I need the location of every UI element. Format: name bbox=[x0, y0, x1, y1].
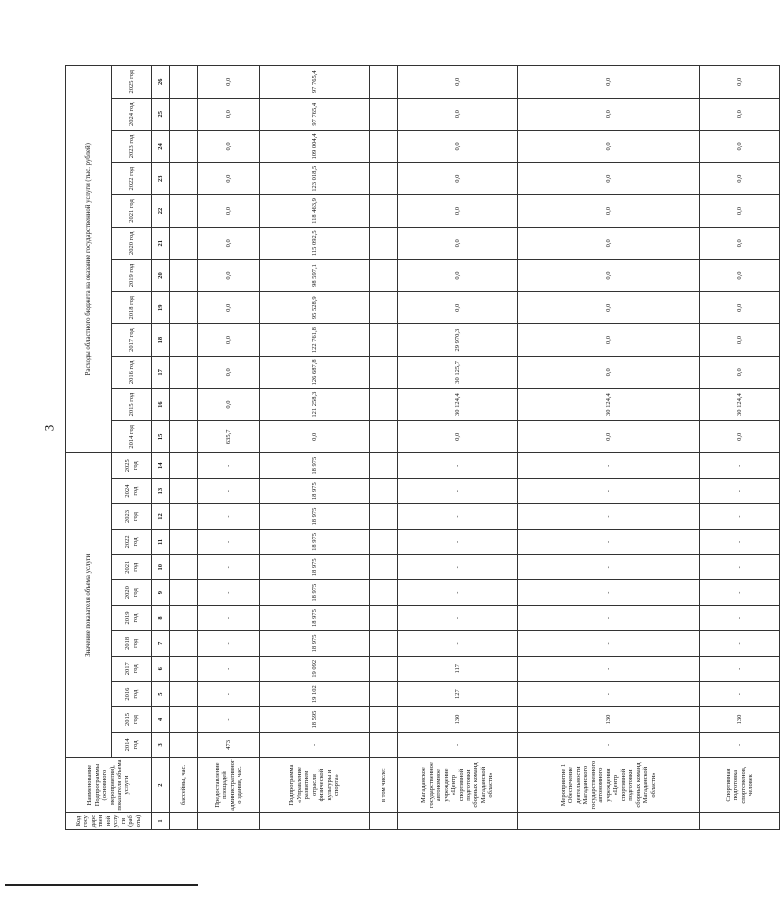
budget-cell: 30 124,4 bbox=[700, 388, 780, 420]
volume-cell: - bbox=[700, 555, 780, 580]
budget-cell: 0,0 bbox=[198, 292, 260, 324]
budget-cell bbox=[370, 227, 398, 259]
row-name: бассейны, час. bbox=[170, 758, 198, 813]
budget-cell: 635,7 bbox=[198, 421, 260, 453]
budget-cell: 0,0 bbox=[198, 356, 260, 388]
row-code bbox=[198, 813, 260, 830]
volume-cell: 127 bbox=[398, 681, 518, 706]
volume-cell: - bbox=[198, 504, 260, 529]
budget-cell: 121 258,3 bbox=[260, 388, 370, 420]
header-volume-group: Значение показателя объема услуги bbox=[66, 453, 112, 758]
volume-cell: 18 975 bbox=[260, 529, 370, 554]
header-budget-group: Расходы областного бюджета на оказание государственной услуги (тыс. рублей) bbox=[66, 66, 112, 453]
budget-cell: 0,0 bbox=[198, 388, 260, 420]
budget-cell: 0,0 bbox=[398, 163, 518, 195]
budget-cell: 98 597,1 bbox=[260, 259, 370, 291]
volume-cell: 18 975 bbox=[260, 555, 370, 580]
budget-cell bbox=[370, 66, 398, 99]
volume-cell: - bbox=[198, 681, 260, 706]
rotated-table-container bbox=[65, 65, 754, 830]
column-number: 10 bbox=[152, 555, 170, 580]
volume-year-header: 2018 год bbox=[112, 631, 152, 656]
volume-cell: - bbox=[398, 631, 518, 656]
row-code bbox=[260, 813, 370, 830]
volume-cell: - bbox=[398, 580, 518, 605]
volume-year-header: 2021 год bbox=[112, 555, 152, 580]
table-row bbox=[198, 66, 260, 830]
volume-cell: - bbox=[398, 555, 518, 580]
volume-cell: - bbox=[398, 478, 518, 503]
volume-cell: 18 975 bbox=[260, 580, 370, 605]
volume-cell: 18 975 bbox=[260, 453, 370, 478]
volume-cell: - bbox=[700, 656, 780, 681]
volume-cell: - bbox=[700, 529, 780, 554]
volume-cell: - bbox=[198, 707, 260, 732]
volume-cell: - bbox=[700, 478, 780, 503]
volume-cell: 18 975 bbox=[260, 631, 370, 656]
volume-year-header: 2023 год bbox=[112, 504, 152, 529]
row-name: Магаданское государственное автономное учреждение «Центр спортивной подготовки сборных команд Магаданской области» bbox=[398, 758, 518, 813]
budget-cell: 0,0 bbox=[700, 195, 780, 227]
column-number: 9 bbox=[152, 580, 170, 605]
budget-year-header: 2021 год bbox=[112, 195, 152, 227]
volume-cell: - bbox=[518, 529, 700, 554]
budget-cell: 0,0 bbox=[518, 356, 700, 388]
column-number: 20 bbox=[152, 259, 170, 291]
table-row bbox=[260, 66, 370, 830]
column-number: 12 bbox=[152, 504, 170, 529]
budget-cell: 118 463,9 bbox=[260, 195, 370, 227]
row-code bbox=[700, 813, 780, 830]
budget-cell: 0,0 bbox=[198, 66, 260, 99]
budget-cell bbox=[170, 163, 198, 195]
volume-cell bbox=[170, 707, 198, 732]
budget-cell bbox=[370, 259, 398, 291]
volume-cell: - bbox=[260, 732, 370, 757]
budget-cell bbox=[170, 98, 198, 130]
budget-cell: 0,0 bbox=[398, 227, 518, 259]
column-number: 25 bbox=[152, 98, 170, 130]
volume-cell: 18 975 bbox=[260, 478, 370, 503]
volume-cell: - bbox=[518, 732, 700, 757]
budget-cell: 122 761,8 bbox=[260, 324, 370, 356]
budget-cell bbox=[170, 324, 198, 356]
volume-cell: 19 102 bbox=[260, 681, 370, 706]
volume-year-header: 2015 год bbox=[112, 707, 152, 732]
budget-cell: 0,0 bbox=[700, 66, 780, 99]
budget-cell: 30 125,7 bbox=[398, 356, 518, 388]
volume-cell bbox=[370, 555, 398, 580]
budget-cell: 0,0 bbox=[398, 259, 518, 291]
budget-cell bbox=[370, 356, 398, 388]
table-row bbox=[398, 66, 518, 830]
column-number: 21 bbox=[152, 227, 170, 259]
volume-cell: 117 bbox=[398, 656, 518, 681]
budget-cell: 0,0 bbox=[198, 324, 260, 356]
budget-cell: 0,0 bbox=[518, 98, 700, 130]
budget-cell: 0,0 bbox=[518, 227, 700, 259]
budget-cell: 126 687,8 bbox=[260, 356, 370, 388]
volume-year-header: 2024 год bbox=[112, 478, 152, 503]
page-number: 3 bbox=[41, 424, 57, 432]
budget-year-header: 2020 год bbox=[112, 227, 152, 259]
budget-cell bbox=[370, 195, 398, 227]
budget-cell: 29 970,3 bbox=[398, 324, 518, 356]
budget-cell: 0,0 bbox=[518, 292, 700, 324]
budget-cell bbox=[370, 130, 398, 162]
budget-cell: 0,0 bbox=[700, 227, 780, 259]
budget-cell: 123 018,5 bbox=[260, 163, 370, 195]
budget-year-header: 2022 год bbox=[112, 163, 152, 195]
volume-cell: - bbox=[700, 580, 780, 605]
volume-year-header: 2017 год bbox=[112, 656, 152, 681]
volume-cell: 473 bbox=[198, 732, 260, 757]
column-number: 7 bbox=[152, 631, 170, 656]
volume-cell bbox=[370, 707, 398, 732]
volume-cell: - bbox=[518, 681, 700, 706]
budget-cell: 97 765,4 bbox=[260, 98, 370, 130]
table-row bbox=[370, 66, 398, 830]
column-number: 23 bbox=[152, 163, 170, 195]
budget-cell bbox=[370, 388, 398, 420]
budget-cell: 95 528,9 bbox=[260, 292, 370, 324]
budget-cell bbox=[170, 388, 198, 420]
volume-cell: - bbox=[700, 732, 780, 757]
volume-cell bbox=[170, 631, 198, 656]
volume-cell bbox=[370, 656, 398, 681]
column-number: 5 bbox=[152, 681, 170, 706]
budget-cell: 0,0 bbox=[260, 421, 370, 453]
volume-cell: - bbox=[518, 656, 700, 681]
volume-cell: 130 bbox=[518, 707, 700, 732]
volume-cell bbox=[370, 478, 398, 503]
budget-cell: 115 092,5 bbox=[260, 227, 370, 259]
volume-cell: - bbox=[700, 681, 780, 706]
budget-cell: 0,0 bbox=[198, 195, 260, 227]
row-name: в том числе: bbox=[370, 758, 398, 813]
volume-year-header: 2025 год bbox=[112, 453, 152, 478]
volume-cell: - bbox=[700, 605, 780, 630]
budget-cell bbox=[170, 356, 198, 388]
budget-cell: 0,0 bbox=[518, 130, 700, 162]
volume-cell bbox=[170, 681, 198, 706]
budget-year-header: 2015 год bbox=[112, 388, 152, 420]
volume-cell: - bbox=[518, 580, 700, 605]
budget-cell: 0,0 bbox=[198, 130, 260, 162]
row-name: Подпрограмма «Управление развитием отрасли физической культуры и спорта» bbox=[260, 758, 370, 813]
budget-year-header: 2024 год bbox=[112, 98, 152, 130]
volume-cell: - bbox=[398, 453, 518, 478]
budget-cell: 97 765,4 bbox=[260, 66, 370, 99]
volume-cell: - bbox=[518, 504, 700, 529]
volume-cell: 130 bbox=[398, 707, 518, 732]
volume-cell: - bbox=[398, 732, 518, 757]
budget-cell: 0,0 bbox=[518, 195, 700, 227]
budget-cell: 0,0 bbox=[518, 163, 700, 195]
column-number: 3 bbox=[152, 732, 170, 757]
volume-cell bbox=[170, 605, 198, 630]
column-number: 6 bbox=[152, 656, 170, 681]
volume-cell: 18 595 bbox=[260, 707, 370, 732]
budget-cell bbox=[170, 227, 198, 259]
column-number-row bbox=[152, 66, 170, 830]
budget-cell: 0,0 bbox=[518, 421, 700, 453]
row-name: Мероприятие 1 Обеспечение деятельности Магаданского государственного автономного учреждения «Центр спортивной подготовки сборных команд Магаданской области» bbox=[518, 758, 700, 813]
column-number: 4 bbox=[152, 707, 170, 732]
budget-cell: 0,0 bbox=[700, 324, 780, 356]
volume-cell: - bbox=[198, 656, 260, 681]
column-number: 26 bbox=[152, 66, 170, 99]
volume-cell: - bbox=[518, 478, 700, 503]
budget-cell: 0,0 bbox=[198, 163, 260, 195]
budget-cell: 30 124,4 bbox=[398, 388, 518, 420]
header-code: Код государственной услуги (работы) bbox=[66, 813, 152, 830]
volume-cell: - bbox=[398, 529, 518, 554]
budget-cell bbox=[370, 292, 398, 324]
budget-year-header: 2016 год bbox=[112, 356, 152, 388]
volume-cell: - bbox=[700, 453, 780, 478]
budget-cell: 0,0 bbox=[700, 130, 780, 162]
header-name: Наименование Подпрограммы (основного мероприятия), показателя объема услуги bbox=[66, 758, 152, 813]
row-code bbox=[170, 813, 198, 830]
column-number: 14 bbox=[152, 453, 170, 478]
budget-cell: 0,0 bbox=[398, 130, 518, 162]
budget-year-header: 2019 год bbox=[112, 259, 152, 291]
budget-cell: 0,0 bbox=[700, 421, 780, 453]
column-number: 22 bbox=[152, 195, 170, 227]
year-header-row bbox=[112, 66, 152, 830]
column-number: 8 bbox=[152, 605, 170, 630]
volume-cell bbox=[370, 453, 398, 478]
budget-year-header: 2023 год bbox=[112, 130, 152, 162]
volume-cell: - bbox=[700, 631, 780, 656]
volume-year-header: 2022 год bbox=[112, 529, 152, 554]
volume-cell bbox=[170, 656, 198, 681]
budget-cell bbox=[170, 292, 198, 324]
budget-cell: 0,0 bbox=[398, 66, 518, 99]
budget-cell: 109 004,4 bbox=[260, 130, 370, 162]
budget-cell bbox=[370, 98, 398, 130]
budget-cell bbox=[370, 163, 398, 195]
budget-year-header: 2025 год bbox=[112, 66, 152, 99]
budget-cell bbox=[170, 195, 198, 227]
column-number: 17 bbox=[152, 356, 170, 388]
budget-cell: 0,0 bbox=[700, 98, 780, 130]
budget-cell bbox=[170, 421, 198, 453]
row-code bbox=[518, 813, 700, 830]
volume-cell: - bbox=[518, 631, 700, 656]
budget-cell bbox=[370, 324, 398, 356]
column-number: 19 bbox=[152, 292, 170, 324]
volume-cell: - bbox=[198, 453, 260, 478]
volume-cell bbox=[170, 580, 198, 605]
column-number: 18 bbox=[152, 324, 170, 356]
budget-cell: 0,0 bbox=[198, 98, 260, 130]
table-row bbox=[170, 66, 198, 830]
volume-cell: - bbox=[198, 580, 260, 605]
volume-cell: - bbox=[398, 605, 518, 630]
volume-cell: 19 092 bbox=[260, 656, 370, 681]
volume-cell bbox=[170, 529, 198, 554]
row-name: Предоставление площадей административного здания, час. bbox=[198, 758, 260, 813]
volume-cell: - bbox=[198, 605, 260, 630]
column-number: 11 bbox=[152, 529, 170, 554]
volume-cell bbox=[370, 631, 398, 656]
budget-cell: 0,0 bbox=[398, 292, 518, 324]
budget-cell bbox=[370, 421, 398, 453]
table-row bbox=[518, 66, 700, 830]
volume-cell: - bbox=[518, 453, 700, 478]
budget-year-header: 2018 год bbox=[112, 292, 152, 324]
volume-cell bbox=[170, 504, 198, 529]
column-number: 24 bbox=[152, 130, 170, 162]
volume-year-header: 2014 год bbox=[112, 732, 152, 757]
volume-cell: - bbox=[198, 478, 260, 503]
volume-cell bbox=[370, 504, 398, 529]
row-name: Спортивная подготовка спортсменов, человек bbox=[700, 758, 780, 813]
row-code bbox=[398, 813, 518, 830]
budget-cell: 0,0 bbox=[700, 163, 780, 195]
budget-cell: 0,0 bbox=[198, 227, 260, 259]
volume-cell: - bbox=[518, 555, 700, 580]
volume-cell bbox=[370, 681, 398, 706]
budget-cell: 0,0 bbox=[398, 195, 518, 227]
volume-cell bbox=[370, 580, 398, 605]
budget-cell bbox=[170, 259, 198, 291]
volume-cell bbox=[170, 555, 198, 580]
budget-cell: 0,0 bbox=[700, 292, 780, 324]
volume-cell: 130 bbox=[700, 707, 780, 732]
budget-cell: 30 124,4 bbox=[518, 388, 700, 420]
volume-cell: - bbox=[198, 529, 260, 554]
table-row bbox=[700, 66, 780, 830]
volume-cell: - bbox=[518, 605, 700, 630]
volume-year-header: 2020 год bbox=[112, 580, 152, 605]
column-number: 1 bbox=[152, 813, 170, 830]
budget-cell: 0,0 bbox=[518, 259, 700, 291]
volume-year-header: 2016 год bbox=[112, 681, 152, 706]
services-table bbox=[65, 65, 780, 830]
budget-cell bbox=[170, 66, 198, 99]
volume-cell: 18 975 bbox=[260, 504, 370, 529]
budget-cell: 0,0 bbox=[518, 66, 700, 99]
volume-cell bbox=[370, 732, 398, 757]
row-code bbox=[370, 813, 398, 830]
volume-cell bbox=[370, 529, 398, 554]
column-number: 16 bbox=[152, 388, 170, 420]
footnote-rule bbox=[5, 884, 198, 886]
volume-cell: - bbox=[398, 504, 518, 529]
budget-year-header: 2017 год bbox=[112, 324, 152, 356]
budget-cell: 0,0 bbox=[398, 421, 518, 453]
volume-cell: - bbox=[198, 631, 260, 656]
volume-cell: - bbox=[198, 555, 260, 580]
column-number: 15 bbox=[152, 421, 170, 453]
budget-year-header: 2014 год bbox=[112, 421, 152, 453]
volume-cell bbox=[370, 605, 398, 630]
budget-cell: 0,0 bbox=[398, 98, 518, 130]
volume-cell: - bbox=[700, 504, 780, 529]
column-number: 13 bbox=[152, 478, 170, 503]
budget-cell bbox=[170, 130, 198, 162]
budget-cell: 0,0 bbox=[198, 259, 260, 291]
volume-cell: 18 975 bbox=[260, 605, 370, 630]
volume-cell bbox=[170, 478, 198, 503]
volume-cell bbox=[170, 453, 198, 478]
budget-cell: 0,0 bbox=[700, 356, 780, 388]
budget-cell: 0,0 bbox=[518, 324, 700, 356]
volume-cell bbox=[170, 732, 198, 757]
budget-cell: 0,0 bbox=[700, 259, 780, 291]
volume-year-header: 2019 год bbox=[112, 605, 152, 630]
column-number: 2 bbox=[152, 758, 170, 813]
